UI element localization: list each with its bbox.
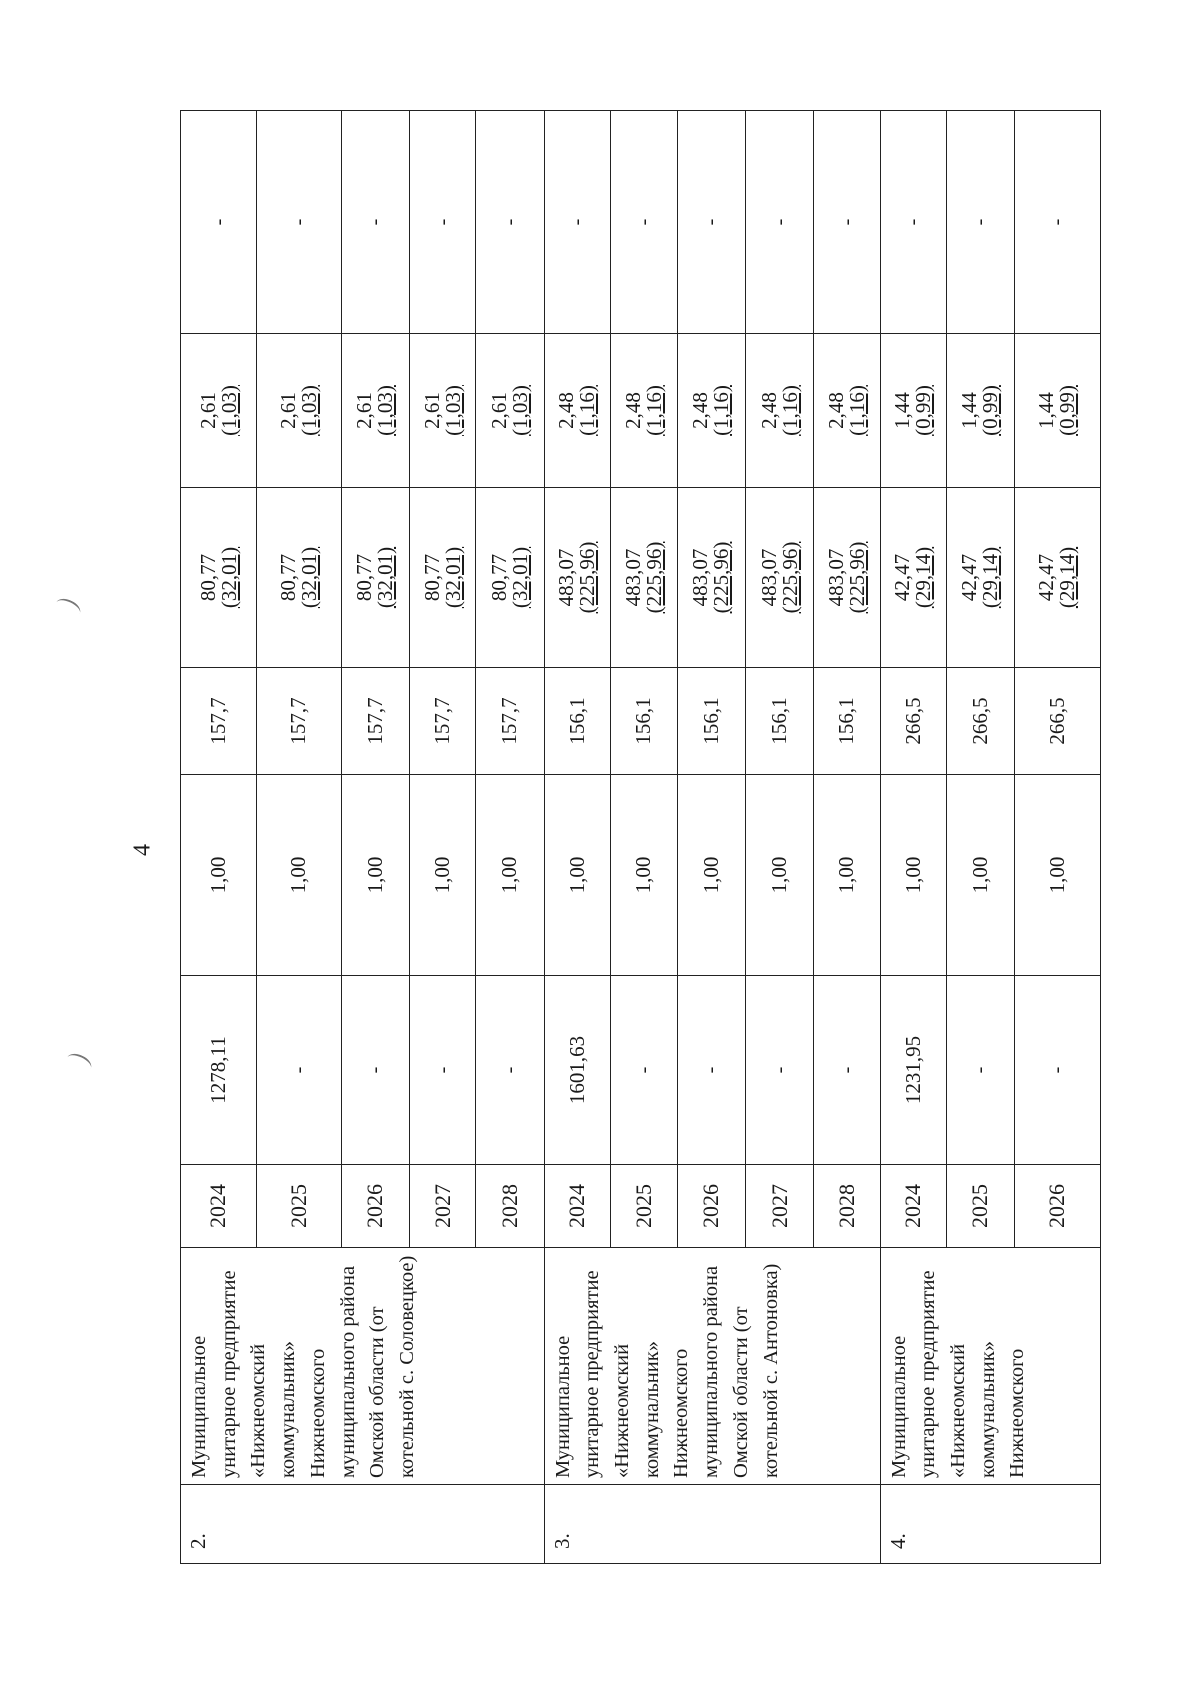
norm-cell: 266,5 <box>880 668 946 775</box>
value-main: 2,61 <box>486 392 511 429</box>
norm-cell: 156,1 <box>544 668 610 775</box>
row-number: 3. <box>544 1485 880 1564</box>
value-main: 80,77 <box>195 553 220 602</box>
base-value-cell: - <box>677 976 745 1165</box>
coefficient-cell: 1,00 <box>181 775 257 976</box>
value-parenthetical: (1,03) <box>440 385 465 436</box>
norm-cell: 157,7 <box>181 668 257 775</box>
coefficient-cell: 1,00 <box>410 775 476 976</box>
coefficient-cell: 1,00 <box>341 775 409 976</box>
coefficient-cell: 1,00 <box>746 775 814 976</box>
table-row <box>880 111 946 1564</box>
base-value-cell: 1601,63 <box>544 976 610 1165</box>
value-main: 80,77 <box>486 553 511 602</box>
coefficient-cell: 1,00 <box>476 775 544 976</box>
value-main: 80,77 <box>419 553 444 602</box>
norm-cell: 157,7 <box>341 668 409 775</box>
value-parenthetical: (1,16) <box>844 385 869 436</box>
base-value-cell: 1278,11 <box>181 976 257 1165</box>
base-value-cell: - <box>946 976 1014 1165</box>
last-column-cell: - <box>544 111 610 334</box>
value-main: 2,48 <box>688 392 713 429</box>
last-column-cell: - <box>257 111 342 334</box>
coefficient-cell: 1,00 <box>880 775 946 976</box>
value-parenthetical: (225,96) <box>575 541 600 614</box>
year-cell: 2024 <box>880 1165 946 1248</box>
value-main: 2,61 <box>275 392 300 429</box>
value-main: 483,07 <box>688 548 713 607</box>
value-pair-cell <box>677 488 745 668</box>
year-cell: 2028 <box>814 1165 880 1248</box>
organization-name: Муниципальное унитарное предприятие «Нижнеомский коммунальник» Нижнеомского муниципального района Омской области (от котельной с. Соловецкое) <box>181 1248 545 1485</box>
value-pair-cell <box>746 334 814 488</box>
value-parenthetical: (0,99) <box>1055 385 1080 436</box>
value-pair-cell <box>677 334 745 488</box>
value-pair-cell <box>1014 488 1100 668</box>
value-pair-cell <box>746 488 814 668</box>
year-cell: 2026 <box>1014 1165 1100 1248</box>
last-column-cell: - <box>946 111 1014 334</box>
last-column-cell: - <box>341 111 409 334</box>
coefficient-cell: 1,00 <box>677 775 745 976</box>
year-cell: 2028 <box>476 1165 544 1248</box>
value-main: 1,44 <box>957 392 982 429</box>
value-main: 1,44 <box>890 392 915 429</box>
base-value-cell: - <box>257 976 342 1165</box>
norm-cell: 157,7 <box>410 668 476 775</box>
last-column-cell: - <box>814 111 880 334</box>
value-main: 2,61 <box>419 392 444 429</box>
value-pair-cell <box>610 488 677 668</box>
last-column-cell: - <box>410 111 476 334</box>
last-column-cell: - <box>610 111 677 334</box>
page-number: 4 <box>129 844 156 856</box>
last-column-cell: - <box>476 111 544 334</box>
value-parenthetical: (1,03) <box>296 385 321 436</box>
value-parenthetical: (1,03) <box>216 385 241 436</box>
value-main: 1,44 <box>1034 392 1059 429</box>
value-main: 483,07 <box>756 548 781 607</box>
value-parenthetical: (225,96) <box>777 541 802 614</box>
value-main: 80,77 <box>275 553 300 602</box>
value-pair-cell <box>544 488 610 668</box>
tariff-table <box>180 110 1101 1564</box>
value-main: 483,07 <box>823 548 848 607</box>
year-cell: 2026 <box>677 1165 745 1248</box>
table-row <box>181 111 257 1564</box>
norm-cell: 156,1 <box>814 668 880 775</box>
value-parenthetical: (32,01) <box>507 546 532 609</box>
value-main: 483,07 <box>620 548 645 607</box>
value-main: 42,47 <box>957 553 982 602</box>
value-pair-cell <box>341 334 409 488</box>
value-pair-cell <box>544 334 610 488</box>
value-parenthetical: (1,03) <box>373 385 398 436</box>
rotated-table-container <box>180 111 1101 1564</box>
value-parenthetical: (0,99) <box>911 385 936 436</box>
value-pair-cell <box>814 488 880 668</box>
value-pair-cell <box>814 334 880 488</box>
norm-cell: 266,5 <box>946 668 1014 775</box>
value-pair-cell <box>880 334 946 488</box>
year-cell: 2024 <box>544 1165 610 1248</box>
coefficient-cell: 1,00 <box>544 775 610 976</box>
table-row <box>544 111 610 1564</box>
base-value-cell: - <box>341 976 409 1165</box>
value-pair-cell <box>181 334 257 488</box>
base-value-cell: - <box>746 976 814 1165</box>
norm-cell: 156,1 <box>677 668 745 775</box>
value-pair-cell <box>946 334 1014 488</box>
value-parenthetical: (1,16) <box>575 385 600 436</box>
value-parenthetical: (1,03) <box>507 385 532 436</box>
value-pair-cell <box>476 488 544 668</box>
base-value-cell: - <box>814 976 880 1165</box>
value-main: 42,47 <box>1034 553 1059 602</box>
norm-cell: 266,5 <box>1014 668 1100 775</box>
value-main: 2,61 <box>195 392 220 429</box>
scan-artifact-mark <box>53 595 83 620</box>
year-cell: 2025 <box>257 1165 342 1248</box>
value-pair-cell <box>476 334 544 488</box>
last-column-cell: - <box>880 111 946 334</box>
value-main: 2,61 <box>352 392 377 429</box>
norm-cell: 156,1 <box>746 668 814 775</box>
value-pair-cell <box>1014 334 1100 488</box>
coefficient-cell: 1,00 <box>610 775 677 976</box>
year-cell: 2026 <box>341 1165 409 1248</box>
value-pair-cell <box>410 488 476 668</box>
value-pair-cell <box>610 334 677 488</box>
value-parenthetical: (0,99) <box>978 385 1003 436</box>
organization-name: Муниципальное унитарное предприятие «Нижнеомский коммунальник» Нижнеомского <box>880 1248 1100 1485</box>
year-cell: 2027 <box>746 1165 814 1248</box>
value-main: 2,48 <box>756 392 781 429</box>
value-pair-cell <box>341 488 409 668</box>
value-parenthetical: (32,01) <box>373 546 398 609</box>
value-main: 2,48 <box>823 392 848 429</box>
value-pair-cell <box>257 488 342 668</box>
organization-name: Муниципальное унитарное предприятие «Нижнеомский коммунальник» Нижнеомского муниципального района Омской области (от котельной с. Антоновка) <box>544 1248 880 1485</box>
base-value-cell: - <box>476 976 544 1165</box>
value-main: 2,48 <box>554 392 579 429</box>
value-main: 483,07 <box>554 548 579 607</box>
last-column-cell: - <box>746 111 814 334</box>
value-pair-cell <box>880 488 946 668</box>
value-parenthetical: (225,96) <box>709 541 734 614</box>
last-column-cell: - <box>1014 111 1100 334</box>
value-parenthetical: (29,14) <box>978 546 1003 609</box>
value-parenthetical: (29,14) <box>1055 546 1080 609</box>
value-parenthetical: (32,01) <box>440 546 465 609</box>
value-pair-cell <box>410 334 476 488</box>
year-cell: 2025 <box>610 1165 677 1248</box>
year-cell: 2024 <box>181 1165 257 1248</box>
value-parenthetical: (1,16) <box>641 385 666 436</box>
base-value-cell: - <box>410 976 476 1165</box>
base-value-cell: 1231,95 <box>880 976 946 1165</box>
value-main: 2,48 <box>620 392 645 429</box>
value-pair-cell <box>257 334 342 488</box>
row-number: 2. <box>181 1485 545 1564</box>
value-parenthetical: (32,01) <box>296 546 321 609</box>
base-value-cell: - <box>610 976 677 1165</box>
coefficient-cell: 1,00 <box>1014 775 1100 976</box>
scan-artifact-mark <box>64 1050 94 1075</box>
coefficient-cell: 1,00 <box>257 775 342 976</box>
value-parenthetical: (225,96) <box>641 541 666 614</box>
value-parenthetical: (225,96) <box>844 541 869 614</box>
value-pair-cell <box>181 488 257 668</box>
value-main: 80,77 <box>352 553 377 602</box>
coefficient-cell: 1,00 <box>946 775 1014 976</box>
norm-cell: 156,1 <box>610 668 677 775</box>
value-parenthetical: (32,01) <box>216 546 241 609</box>
base-value-cell: - <box>1014 976 1100 1165</box>
norm-cell: 157,7 <box>257 668 342 775</box>
row-number: 4. <box>880 1485 1100 1564</box>
value-parenthetical: (1,16) <box>709 385 734 436</box>
value-parenthetical: (1,16) <box>777 385 802 436</box>
year-cell: 2025 <box>946 1165 1014 1248</box>
value-parenthetical: (29,14) <box>911 546 936 609</box>
year-cell: 2027 <box>410 1165 476 1248</box>
last-column-cell: - <box>181 111 257 334</box>
coefficient-cell: 1,00 <box>814 775 880 976</box>
last-column-cell: - <box>677 111 745 334</box>
norm-cell: 157,7 <box>476 668 544 775</box>
value-pair-cell <box>946 488 1014 668</box>
value-main: 42,47 <box>890 553 915 602</box>
